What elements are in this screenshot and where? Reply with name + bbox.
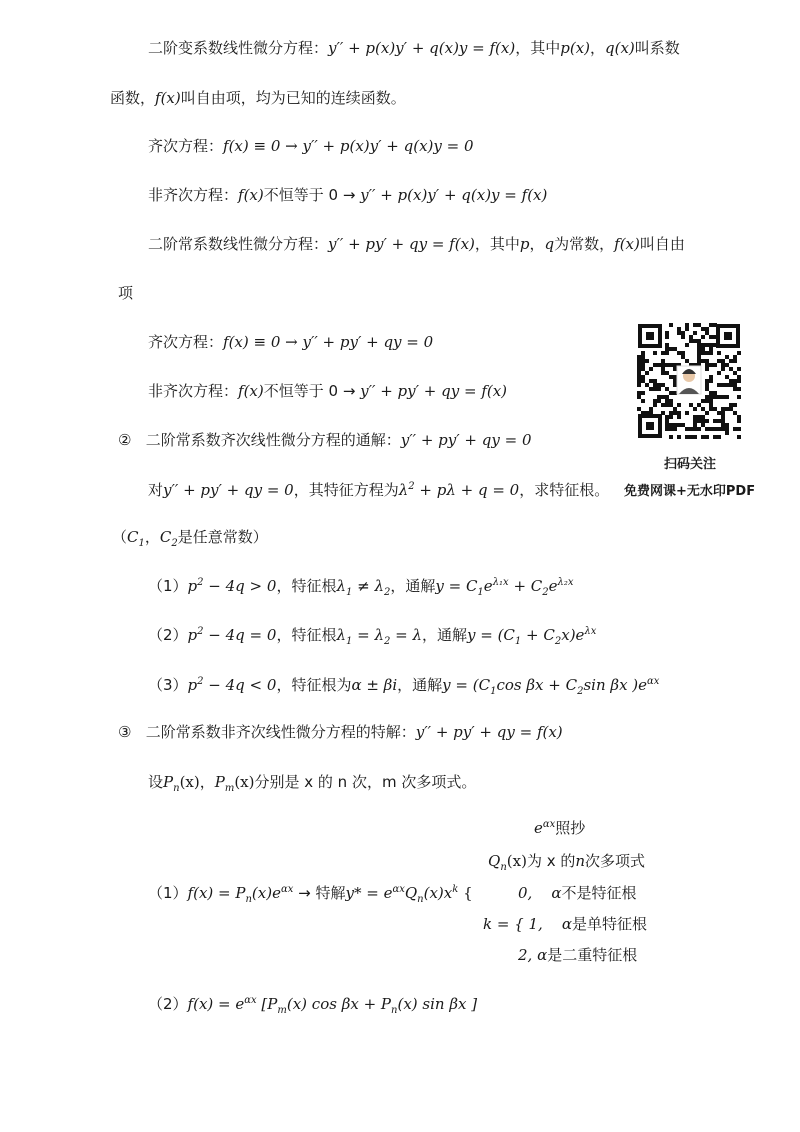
line-case-3-complex: $(3)p^2 - 4q < 0$，特征根为α ± βi，通解$y = (C_1\cos$ $\beta x + C_2\sin$ βx )$e^{\alpha x}$: [148, 676, 660, 697]
line-nonhomogeneous-var: 非齐次方程：f(x)不恒等于 0 → y′′ + p(x)y′ + q(x)y = f(x): [148, 186, 548, 204]
section-number: ②: [118, 431, 132, 449]
line-section-2-title: ② 二阶常系数齐次线性微分方程的通解：y′′ + py′ + qy = 0: [118, 431, 532, 449]
line-variable-coeff-def: 二阶变系数线性微分方程：y′′ + p(x)y′ + q(x)y = f(x)，其中p(x)，q(x)叫系数: [148, 39, 680, 57]
qr-caption-follow: 扫码关注: [664, 457, 717, 472]
line-case-2-repeated: $(2)p^2 - 4q = 0$，特征根$\lambda_1 = \lambda_2 = \lambda$，通解$y = (C_1 + C_2x)e^{\lambda x}$: [148, 626, 597, 647]
line-polynomial-def: 设$P_n(x)$，$P_m(x)$分别是 x 的 n 次，m 次多项式。: [148, 773, 477, 794]
line-constant-coeff-def: 二阶常系数线性微分方程：y′′ + py′ + qy = f(x)，其中p，q为常数，f(x)叫自由: [148, 235, 685, 253]
case-row-q-poly: $Q_n(x)$为 x 的n次多项式: [488, 852, 646, 873]
section-number: ③: [118, 723, 132, 741]
line-constants-note: （$C_1$，$C_2$是任意常数）: [112, 528, 268, 549]
line-homogeneous-const: 齐次方程：f(x) ≡ 0 → y′′ + py′ + qy = 0: [148, 333, 434, 351]
case-row-single-root: k = { 1, α是单特征根: [483, 915, 648, 933]
case-row-double-root: 2, α是二重特征根: [518, 946, 638, 964]
line-nonhomogeneous-const: 非齐次方程：f(x)不恒等于 0 → y′′ + py′ + qy = f(x): [148, 382, 508, 400]
line-case-trig: $(2)f(x) = e^{\alpha x}$ [$P_m(x)$ $\cos \beta x + P_n(x)$ sin βx ]: [148, 995, 478, 1016]
case-row-not-root: 0, α不是特征根: [518, 884, 637, 902]
line-characteristic-eq: 对y′′ + py′ + qy = 0，其特征方程为$\lambda^2 + p\lambda + q = 0$，求特征根。: [148, 481, 610, 499]
line-free-term-wrap: 项: [118, 284, 134, 302]
qr-caption-free: 免费网课+无水印PDF: [624, 484, 756, 499]
line-case-1-distinct: $(1)p^2 - 4q > 0$，特征根$\lambda_1 \ne \lambda_2$，通解$y = C_1e^{\lambda_1x} + C_2e^{\lambda_2x}$: [148, 577, 574, 598]
avatar: [677, 366, 701, 394]
case-row-copy: $e^{\alpha x}$照抄: [534, 819, 586, 837]
case-row-main: $(1)f(x) = P_n(x)e^{\alpha x}$ → 特解$y* = e^{\alpha x}Q_n(x)x^k$ {: [148, 884, 473, 905]
line-section-3-title: ③ 二阶常系数非齐次线性微分方程的特解：y′′ + py′ + qy = f(x): [118, 723, 563, 741]
qr-code: [636, 322, 742, 440]
line-free-term-desc: 函数，f(x)叫自由项，均为已知的连续函数。: [110, 89, 406, 107]
line-homogeneous-var: 齐次方程：f(x) ≡ 0 → y′′ + p(x)y′ + q(x)y = 0: [148, 137, 474, 155]
